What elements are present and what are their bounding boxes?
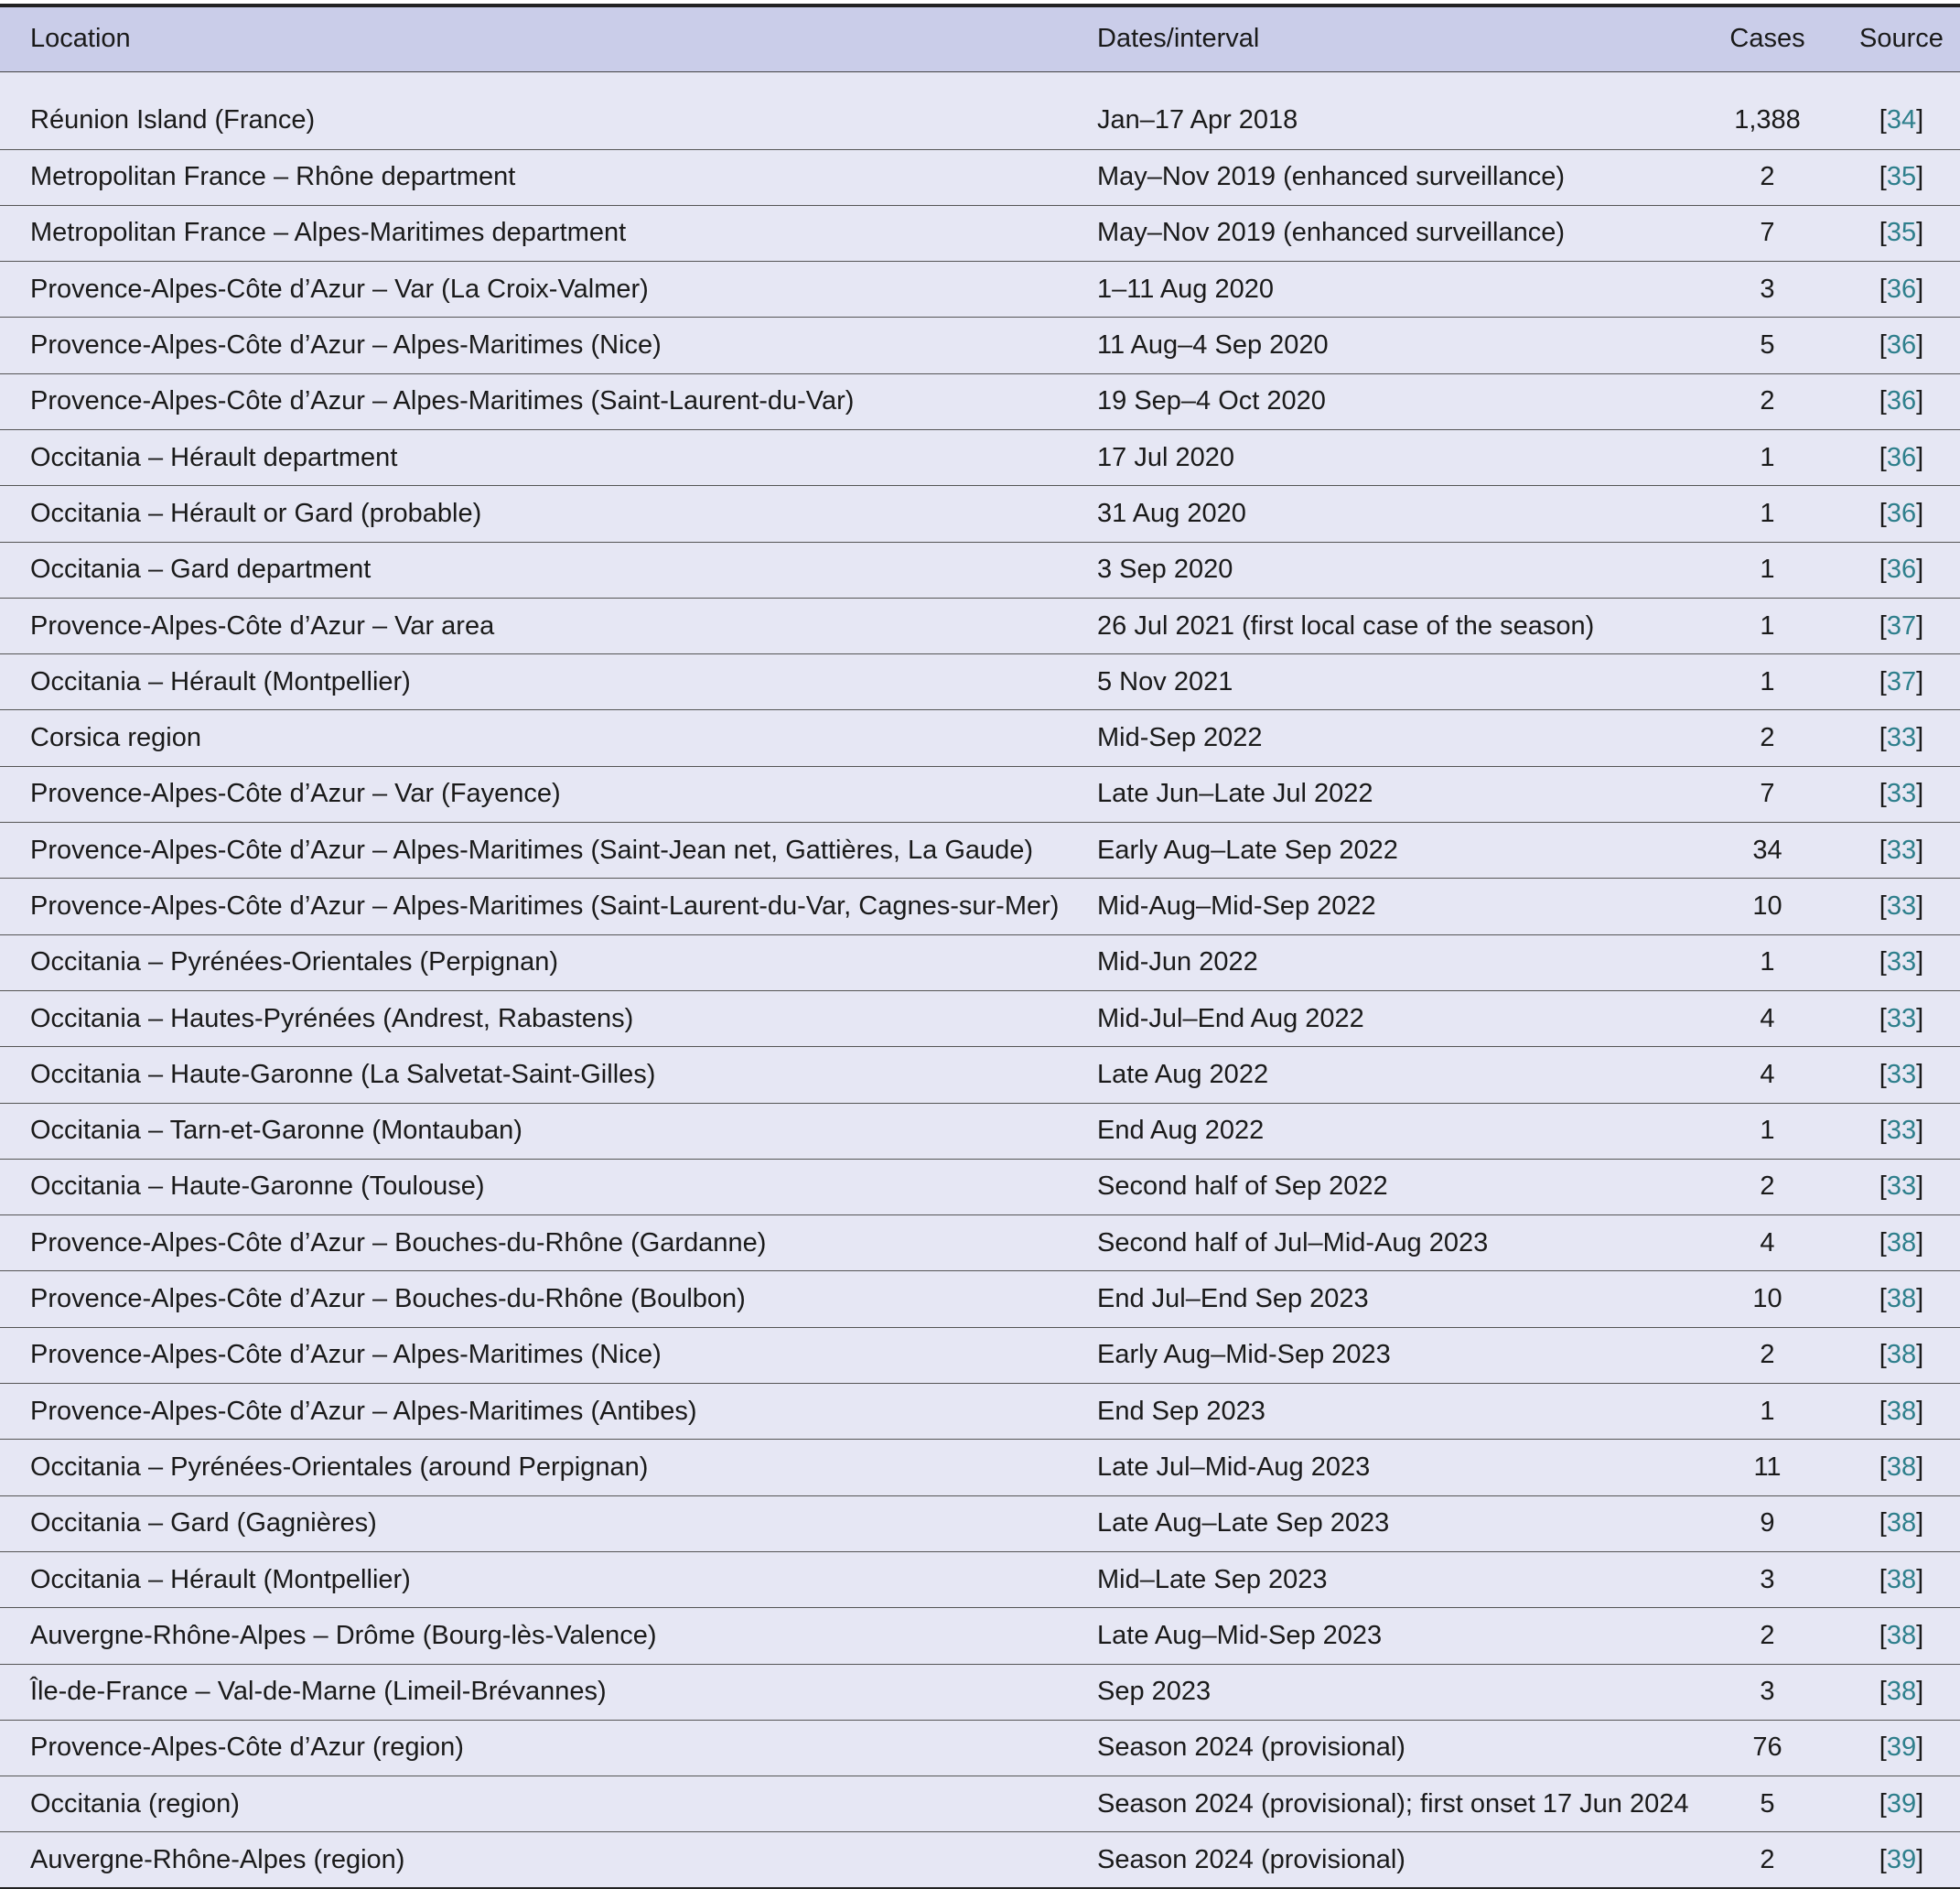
ref-bracket-close: ] — [1916, 1116, 1924, 1146]
table-row — [0, 262, 1960, 318]
ref-bracket-close: ] — [1916, 218, 1924, 248]
cell-location: Provence-Alpes-Côte d’Azur – Alpes-Maritimes (Saint-Laurent-du-Var) — [30, 386, 855, 416]
cell-dates: Late Aug 2022 — [1097, 1059, 1269, 1089]
cell-source — [1843, 1720, 1960, 1776]
cell-cases: 1 — [1760, 555, 1775, 585]
cell-source — [1843, 934, 1960, 990]
header-source: Source — [1859, 24, 1944, 54]
ref-bracket-open: [ — [1879, 105, 1887, 135]
table-row — [0, 1159, 1960, 1214]
reference-link[interactable]: 37 — [1886, 610, 1917, 641]
cell-dates: Early Aug–Mid-Sep 2023 — [1097, 1340, 1391, 1370]
ref-bracket-open: [ — [1879, 1003, 1887, 1033]
cell-dates: Season 2024 (provisional) — [1097, 1732, 1405, 1763]
reference-link[interactable]: 33 — [1886, 947, 1917, 977]
reference-link[interactable]: 36 — [1886, 498, 1917, 528]
table-row — [0, 1832, 1960, 1888]
cell-source — [1843, 1440, 1960, 1495]
reference-link[interactable]: 33 — [1886, 835, 1917, 865]
ref-bracket-close: ] — [1916, 1508, 1924, 1538]
cell-cases: 7 — [1760, 218, 1775, 248]
table-row — [0, 654, 1960, 710]
cell-cases: 1 — [1760, 442, 1775, 472]
table-row — [0, 149, 1960, 205]
cell-source — [1843, 990, 1960, 1046]
cell-dates: May–Nov 2019 (enhanced surveillance) — [1097, 162, 1566, 192]
ref-bracket-close: ] — [1916, 835, 1924, 865]
ref-bracket-open: [ — [1879, 1677, 1887, 1707]
cell-dates: End Sep 2023 — [1097, 1396, 1265, 1426]
ref-bracket-open: [ — [1879, 947, 1887, 977]
ref-bracket-open: [ — [1879, 218, 1887, 248]
reference-link[interactable]: 33 — [1886, 779, 1917, 809]
ref-bracket-close: ] — [1916, 1677, 1924, 1707]
ref-bracket-close: ] — [1916, 555, 1924, 585]
cell-dates: Late Jun–Late Jul 2022 — [1097, 779, 1373, 809]
table-row — [0, 71, 1960, 149]
reference-link[interactable]: 39 — [1886, 1844, 1917, 1874]
cell-source — [1843, 318, 1960, 373]
cell-source — [1843, 766, 1960, 822]
table-row — [0, 1384, 1960, 1440]
ref-bracket-open: [ — [1879, 1564, 1887, 1594]
ref-bracket-close: ] — [1916, 1284, 1924, 1314]
cell-location: Provence-Alpes-Côte d’Azur – Alpes-Maritimes (Saint-Jean net, Gattières, La Gaude) — [30, 835, 1034, 865]
ref-bracket-close: ] — [1916, 1171, 1924, 1202]
cases-table-container — [0, 4, 1960, 1889]
cell-dates: Mid-Aug–Mid-Sep 2022 — [1097, 891, 1376, 921]
ref-bracket-open: [ — [1879, 779, 1887, 809]
cell-dates: May–Nov 2019 (enhanced surveillance) — [1097, 218, 1566, 248]
reference-link[interactable]: 35 — [1886, 162, 1917, 192]
ref-bracket-close: ] — [1916, 1003, 1924, 1033]
cell-source — [1843, 1047, 1960, 1103]
cell-source — [1843, 1608, 1960, 1664]
table-row — [0, 318, 1960, 373]
ref-bracket-close: ] — [1916, 274, 1924, 304]
cell-source — [1843, 1215, 1960, 1271]
ref-bracket-close: ] — [1916, 1452, 1924, 1482]
table-row — [0, 542, 1960, 598]
cell-cases: 1 — [1760, 1396, 1775, 1426]
ref-bracket-close: ] — [1916, 1788, 1924, 1819]
cell-location: Provence-Alpes-Côte d’Azur – Alpes-Maritimes (Saint-Laurent-du-Var, Cagnes-sur-Mer) — [30, 891, 1060, 921]
cell-location: Occitania – Gard (Gagnières) — [30, 1508, 377, 1538]
cell-dates: 5 Nov 2021 — [1097, 666, 1233, 696]
cell-dates: End Aug 2022 — [1097, 1116, 1265, 1146]
ref-bracket-open: [ — [1879, 1732, 1887, 1763]
ref-bracket-close: ] — [1916, 162, 1924, 192]
ref-bracket-open: [ — [1879, 1171, 1887, 1202]
ref-bracket-open: [ — [1879, 1452, 1887, 1482]
ref-bracket-open: [ — [1879, 723, 1887, 753]
cell-cases: 4 — [1760, 1227, 1775, 1258]
table-row — [0, 766, 1960, 822]
ref-bracket-open: [ — [1879, 330, 1887, 361]
table-row — [0, 598, 1960, 653]
reference-link[interactable]: 35 — [1886, 218, 1917, 248]
reference-link[interactable]: 36 — [1886, 386, 1917, 416]
ref-bracket-open: [ — [1879, 1340, 1887, 1370]
cell-cases: 2 — [1760, 386, 1775, 416]
cell-source — [1843, 1551, 1960, 1607]
reference-link[interactable]: 38 — [1886, 1620, 1917, 1650]
ref-bracket-close: ] — [1916, 105, 1924, 135]
ref-bracket-open: [ — [1879, 1620, 1887, 1650]
ref-bracket-close: ] — [1916, 1227, 1924, 1258]
cell-dates: Sep 2023 — [1097, 1677, 1212, 1707]
cell-location: Metropolitan France – Rhône department — [30, 162, 516, 192]
table-row — [0, 373, 1960, 429]
cell-location: Provence-Alpes-Côte d’Azur – Alpes-Maritimes (Antibes) — [30, 1396, 697, 1426]
ref-bracket-close: ] — [1916, 1340, 1924, 1370]
ref-bracket-close: ] — [1916, 386, 1924, 416]
reference-link[interactable]: 38 — [1886, 1340, 1917, 1370]
ref-bracket-open: [ — [1879, 1788, 1887, 1819]
cell-dates: Second half of Jul–Mid-Aug 2023 — [1097, 1227, 1489, 1258]
ref-bracket-open: [ — [1879, 274, 1887, 304]
reference-link[interactable]: 36 — [1886, 330, 1917, 361]
cell-cases: 9 — [1760, 1508, 1775, 1538]
cell-location: Occitania – Gard department — [30, 555, 372, 585]
ref-bracket-open: [ — [1879, 386, 1887, 416]
cell-cases: 1 — [1760, 498, 1775, 528]
table-row — [0, 1551, 1960, 1607]
cell-location: Provence-Alpes-Côte d’Azur – Var area — [30, 610, 495, 641]
cell-dates: Late Jul–Mid-Aug 2023 — [1097, 1452, 1371, 1482]
ref-bracket-close: ] — [1916, 723, 1924, 753]
cell-source — [1843, 542, 1960, 598]
reference-link[interactable]: 34 — [1886, 105, 1917, 135]
cell-cases: 3 — [1760, 1564, 1775, 1594]
cell-location: Occitania – Pyrénées-Orientales (Perpignan) — [30, 947, 559, 977]
cell-cases: 3 — [1760, 274, 1775, 304]
cell-cases: 2 — [1760, 1171, 1775, 1202]
cell-source — [1843, 710, 1960, 766]
cell-dates: Season 2024 (provisional) — [1097, 1844, 1405, 1874]
cell-dates: Mid-Jul–End Aug 2022 — [1097, 1003, 1364, 1033]
table-row — [0, 205, 1960, 261]
ref-bracket-close: ] — [1916, 891, 1924, 921]
reference-link[interactable]: 36 — [1886, 274, 1917, 304]
cell-cases: 3 — [1760, 1677, 1775, 1707]
ref-bracket-open: [ — [1879, 1284, 1887, 1314]
cell-dates: Late Aug–Late Sep 2023 — [1097, 1508, 1390, 1538]
cell-source — [1843, 262, 1960, 318]
ref-bracket-close: ] — [1916, 1059, 1924, 1089]
table-row — [0, 1327, 1960, 1383]
ref-bracket-open: [ — [1879, 555, 1887, 585]
cell-source — [1843, 429, 1960, 485]
header-cases: Cases — [1729, 24, 1805, 54]
ref-bracket-open: [ — [1879, 610, 1887, 641]
cell-location: Occitania – Hérault department — [30, 442, 398, 472]
cell-location: Provence-Alpes-Côte d’Azur (region) — [30, 1732, 464, 1763]
cell-source — [1843, 1495, 1960, 1551]
cell-dates: Jan–17 Apr 2018 — [1097, 105, 1298, 135]
cell-source — [1843, 1159, 1960, 1214]
cell-location: Occitania – Hérault or Gard (probable) — [30, 498, 482, 528]
cell-cases: 76 — [1752, 1732, 1782, 1763]
table-row — [0, 1440, 1960, 1495]
header-row — [0, 5, 1960, 71]
ref-bracket-open: [ — [1879, 835, 1887, 865]
cell-source — [1843, 1664, 1960, 1720]
ref-bracket-close: ] — [1916, 779, 1924, 809]
cell-cases: 1 — [1760, 610, 1775, 641]
cell-dates: Season 2024 (provisional); first onset 17 Jun 2024 — [1097, 1788, 1689, 1819]
cell-cases: 2 — [1760, 162, 1775, 192]
header-dates: Dates/interval — [1097, 24, 1260, 54]
ref-bracket-open: [ — [1879, 498, 1887, 528]
cell-dates: Mid-Jun 2022 — [1097, 947, 1258, 977]
cell-source — [1843, 1271, 1960, 1327]
ref-bracket-close: ] — [1916, 666, 1924, 696]
table-row — [0, 1664, 1960, 1720]
table-row — [0, 990, 1960, 1046]
reference-link[interactable]: 38 — [1886, 1452, 1917, 1482]
cell-dates: 26 Jul 2021 (first local case of the season) — [1097, 610, 1595, 641]
table-row — [0, 1776, 1960, 1832]
reference-link[interactable]: 39 — [1886, 1732, 1917, 1763]
cell-location: Provence-Alpes-Côte d’Azur – Var (La Croix-Valmer) — [30, 274, 649, 304]
cell-location: Occitania – Haute-Garonne (La Salvetat-Saint-Gilles) — [30, 1059, 656, 1089]
cell-location: Provence-Alpes-Côte d’Azur – Bouches-du-Rhône (Boulbon) — [30, 1284, 746, 1314]
ref-bracket-close: ] — [1916, 1844, 1924, 1874]
cell-location: Provence-Alpes-Côte d’Azur – Bouches-du-Rhône (Gardanne) — [30, 1227, 767, 1258]
cell-source — [1843, 1776, 1960, 1832]
table-row — [0, 934, 1960, 990]
cell-source — [1843, 1327, 1960, 1383]
cell-source — [1843, 823, 1960, 879]
ref-bracket-open: [ — [1879, 162, 1887, 192]
ref-bracket-open: [ — [1879, 891, 1887, 921]
cell-source — [1843, 71, 1960, 149]
cell-cases: 4 — [1760, 1003, 1775, 1033]
table-header — [0, 5, 1960, 71]
ref-bracket-close: ] — [1916, 498, 1924, 528]
reference-link[interactable]: 38 — [1886, 1227, 1917, 1258]
cell-location: Provence-Alpes-Côte d’Azur – Var (Fayence) — [30, 779, 561, 809]
table-row — [0, 486, 1960, 542]
reference-link[interactable]: 38 — [1886, 1396, 1917, 1426]
table-row — [0, 1047, 1960, 1103]
reference-link[interactable]: 36 — [1886, 442, 1917, 472]
cell-location: Corsica region — [30, 723, 201, 753]
cell-source — [1843, 373, 1960, 429]
cell-dates: Early Aug–Late Sep 2022 — [1097, 835, 1398, 865]
table-row — [0, 879, 1960, 934]
cell-cases: 1,388 — [1734, 105, 1801, 135]
cell-location: Provence-Alpes-Côte d’Azur – Alpes-Maritimes (Nice) — [30, 1340, 662, 1370]
reference-link[interactable]: 39 — [1886, 1788, 1917, 1819]
table-row — [0, 1215, 1960, 1271]
cell-location: Auvergne-Rhône-Alpes (region) — [30, 1844, 405, 1874]
cell-source — [1843, 1103, 1960, 1159]
cell-dates: 1–11 Aug 2020 — [1097, 274, 1274, 304]
cell-cases: 2 — [1760, 723, 1775, 753]
reference-link[interactable]: 33 — [1886, 1116, 1917, 1146]
ref-bracket-close: ] — [1916, 1620, 1924, 1650]
reference-link[interactable]: 33 — [1886, 1059, 1917, 1089]
ref-bracket-open: [ — [1879, 442, 1887, 472]
header-location: Location — [30, 24, 131, 54]
ref-bracket-open: [ — [1879, 666, 1887, 696]
table-row — [0, 1103, 1960, 1159]
cell-dates: 19 Sep–4 Oct 2020 — [1097, 386, 1326, 416]
ref-bracket-close: ] — [1916, 947, 1924, 977]
reference-link[interactable]: 38 — [1886, 1564, 1917, 1594]
reference-link[interactable]: 38 — [1886, 1508, 1917, 1538]
ref-bracket-open: [ — [1879, 1116, 1887, 1146]
cell-source — [1843, 486, 1960, 542]
cell-dates: 11 Aug–4 Sep 2020 — [1097, 330, 1329, 361]
cell-cases: 10 — [1752, 1284, 1782, 1314]
cell-location: Occitania – Haute-Garonne (Toulouse) — [30, 1171, 485, 1202]
cell-dates: End Jul–End Sep 2023 — [1097, 1284, 1369, 1314]
cell-dates: Mid–Late Sep 2023 — [1097, 1564, 1328, 1594]
cell-location: Réunion Island (France) — [30, 105, 316, 135]
cell-cases: 10 — [1752, 891, 1782, 921]
cell-cases: 1 — [1760, 947, 1775, 977]
reference-link[interactable]: 37 — [1886, 666, 1917, 696]
ref-bracket-close: ] — [1916, 1564, 1924, 1594]
ref-bracket-open: [ — [1879, 1844, 1887, 1874]
cell-cases: 34 — [1752, 835, 1782, 865]
reference-link[interactable]: 38 — [1886, 1677, 1917, 1707]
table-body — [0, 71, 1960, 1888]
cell-dates: Second half of Sep 2022 — [1097, 1171, 1388, 1202]
cell-dates: Mid-Sep 2022 — [1097, 723, 1263, 753]
cell-cases: 2 — [1760, 1620, 1775, 1650]
ref-bracket-close: ] — [1916, 330, 1924, 361]
ref-bracket-open: [ — [1879, 1059, 1887, 1089]
reference-link[interactable]: 33 — [1886, 1003, 1917, 1033]
ref-bracket-close: ] — [1916, 610, 1924, 641]
cell-cases: 5 — [1760, 1788, 1775, 1819]
cell-source — [1843, 1384, 1960, 1440]
table-row — [0, 1720, 1960, 1776]
cell-location: Provence-Alpes-Côte d’Azur – Alpes-Maritimes (Nice) — [30, 330, 662, 361]
cell-source — [1843, 879, 1960, 934]
table-row — [0, 1495, 1960, 1551]
ref-bracket-open: [ — [1879, 1396, 1887, 1426]
cell-source — [1843, 205, 1960, 261]
reference-link[interactable]: 33 — [1886, 1171, 1917, 1202]
cell-cases: 4 — [1760, 1059, 1775, 1089]
reference-link[interactable]: 33 — [1886, 891, 1917, 921]
cell-cases: 7 — [1760, 779, 1775, 809]
cases-table — [0, 4, 1960, 1889]
cell-cases: 11 — [1753, 1452, 1782, 1482]
cell-dates: 17 Jul 2020 — [1097, 442, 1234, 472]
cell-cases: 1 — [1760, 666, 1775, 696]
table-row — [0, 1608, 1960, 1664]
cell-source — [1843, 598, 1960, 653]
reference-link[interactable]: 36 — [1886, 555, 1917, 585]
cell-location: Auvergne-Rhône-Alpes – Drôme (Bourg-lès-Valence) — [30, 1620, 657, 1650]
cell-source — [1843, 1832, 1960, 1888]
cell-location: Île-de-France – Val-de-Marne (Limeil-Brévannes) — [30, 1677, 607, 1707]
table-row — [0, 823, 1960, 879]
ref-bracket-close: ] — [1916, 1732, 1924, 1763]
table-row — [0, 429, 1960, 485]
reference-link[interactable]: 38 — [1886, 1284, 1917, 1314]
cell-location: Occitania – Hérault (Montpellier) — [30, 1564, 411, 1594]
table-row — [0, 1271, 1960, 1327]
cell-cases: 2 — [1760, 1844, 1775, 1874]
cell-location: Occitania – Tarn-et-Garonne (Montauban) — [30, 1116, 522, 1146]
ref-bracket-open: [ — [1879, 1508, 1887, 1538]
cell-dates: Late Aug–Mid-Sep 2023 — [1097, 1620, 1383, 1650]
table-row — [0, 710, 1960, 766]
cell-cases: 5 — [1760, 330, 1775, 361]
reference-link[interactable]: 33 — [1886, 723, 1917, 753]
cell-source — [1843, 654, 1960, 710]
cell-location: Occitania – Hérault (Montpellier) — [30, 666, 411, 696]
cell-location: Occitania – Hautes-Pyrénées (Andrest, Rabastens) — [30, 1003, 634, 1033]
cell-dates: 3 Sep 2020 — [1097, 555, 1233, 585]
cell-dates: 31 Aug 2020 — [1097, 498, 1246, 528]
cell-source — [1843, 149, 1960, 205]
cell-location: Occitania (region) — [30, 1788, 240, 1819]
ref-bracket-close: ] — [1916, 442, 1924, 472]
cell-location: Metropolitan France – Alpes-Maritimes department — [30, 218, 627, 248]
cell-location: Occitania – Pyrénées-Orientales (around Perpignan) — [30, 1452, 649, 1482]
cell-cases: 1 — [1760, 1116, 1775, 1146]
ref-bracket-close: ] — [1916, 1396, 1924, 1426]
cell-cases: 2 — [1760, 1340, 1775, 1370]
ref-bracket-open: [ — [1879, 1227, 1887, 1258]
